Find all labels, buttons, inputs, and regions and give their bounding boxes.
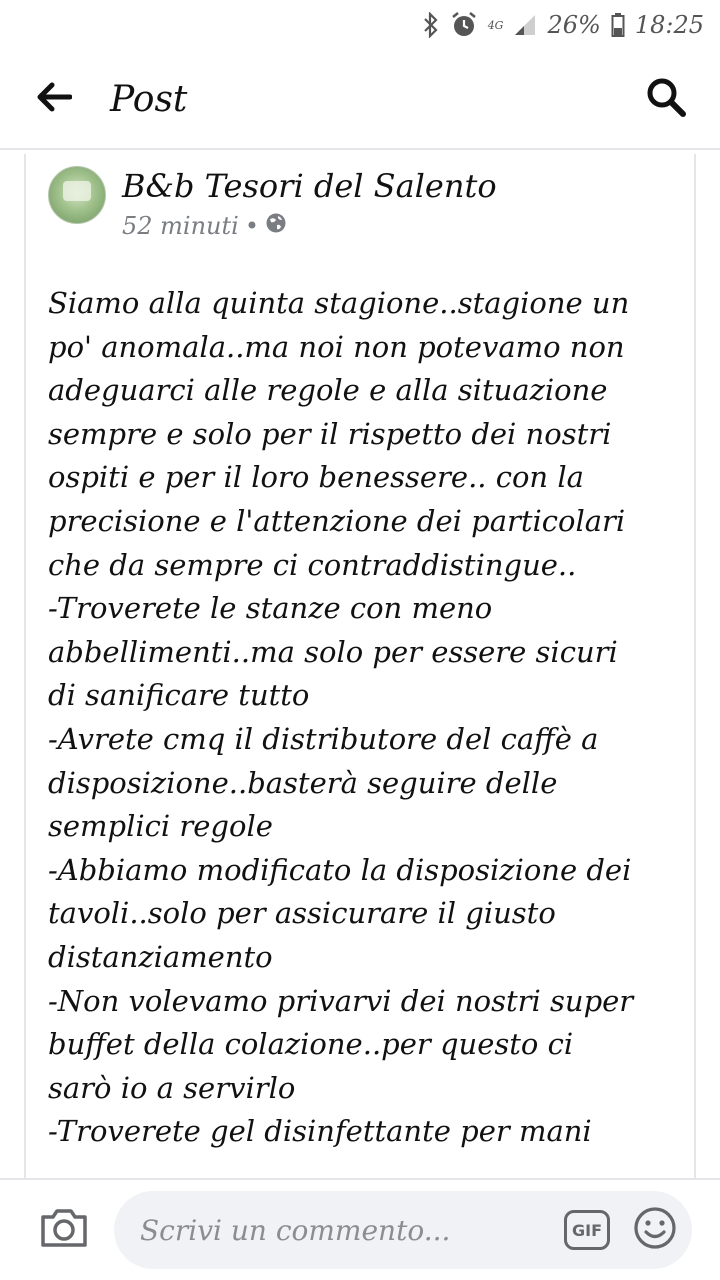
post-line: adeguarci alle regole e alla situazione <box>48 373 608 408</box>
post-line: distanziamento <box>48 939 273 974</box>
post-line: -Troverete gel disinfettante per mani <box>48 1114 592 1149</box>
post-line: precisione e l'attenzione dei particolari <box>48 503 626 538</box>
post-line: tavoli..solo per assicurare il giusto <box>48 896 556 931</box>
post-line: di sanificare tutto <box>48 678 310 713</box>
post-time[interactable]: 52 minuti <box>122 212 239 240</box>
app-bar <box>0 50 720 150</box>
avatar[interactable] <box>48 166 106 224</box>
bluetooth-icon <box>422 12 440 38</box>
post-line: che da sempre ci contraddistingue.. <box>48 547 577 582</box>
post-line: -Avrete cmq il distributore del caffè a <box>48 721 599 756</box>
comment-field[interactable] <box>114 1191 692 1269</box>
globe-icon <box>265 212 287 240</box>
emoji-icon <box>633 1206 677 1254</box>
post-line: disposizione..basterà seguire delle <box>48 765 558 800</box>
post-line: po' anomala..ma noi non potevamo non <box>48 329 625 364</box>
author-name[interactable]: B&b Tesori del Salento <box>122 167 497 205</box>
page-title: Post <box>110 78 188 120</box>
post-line: -Troverete le stanze con meno <box>48 591 493 626</box>
battery-icon <box>611 12 625 38</box>
post-line: -Abbiamo modificato la disposizione dei <box>48 852 632 887</box>
post-card <box>24 154 696 1180</box>
post-text <box>48 282 688 1154</box>
comment-input[interactable] <box>138 1213 564 1248</box>
arrow-left-icon <box>36 82 72 116</box>
comment-composer <box>0 1178 720 1280</box>
back-button[interactable] <box>24 69 84 129</box>
post-line: abbellimenti..ma solo per essere sicuri <box>48 634 618 669</box>
post-line: sarò io a servirlo <box>48 1070 296 1105</box>
post-meta <box>122 212 497 240</box>
clock-time: 18:25 <box>634 11 704 39</box>
emoji-button[interactable] <box>632 1207 678 1253</box>
author-block <box>122 166 497 240</box>
alarm-icon <box>450 11 478 39</box>
status-bar <box>0 0 720 50</box>
battery-percentage: 26% <box>547 11 601 39</box>
post-header <box>48 166 497 240</box>
search-icon <box>645 76 687 122</box>
post-line: Siamo alla quinta stagione..stagione un <box>48 286 630 320</box>
post-line: buffet della colazione..per questo ci <box>48 1027 574 1062</box>
post-line: semplici regole <box>48 809 273 844</box>
post-line: ospiti e per il loro benessere.. con la <box>48 460 584 495</box>
post-line: sempre e solo per il rispetto dei nostri <box>48 416 612 451</box>
network-type: 4G <box>487 18 504 32</box>
gif-button[interactable]: GIF <box>564 1210 610 1250</box>
meta-separator: • <box>244 212 259 240</box>
signal-icon <box>513 13 537 37</box>
search-button[interactable] <box>638 71 694 127</box>
post-line: -Non volevamo privarvi dei nostri super <box>48 983 634 1018</box>
camera-button[interactable] <box>36 1202 92 1258</box>
camera-icon <box>39 1207 89 1253</box>
